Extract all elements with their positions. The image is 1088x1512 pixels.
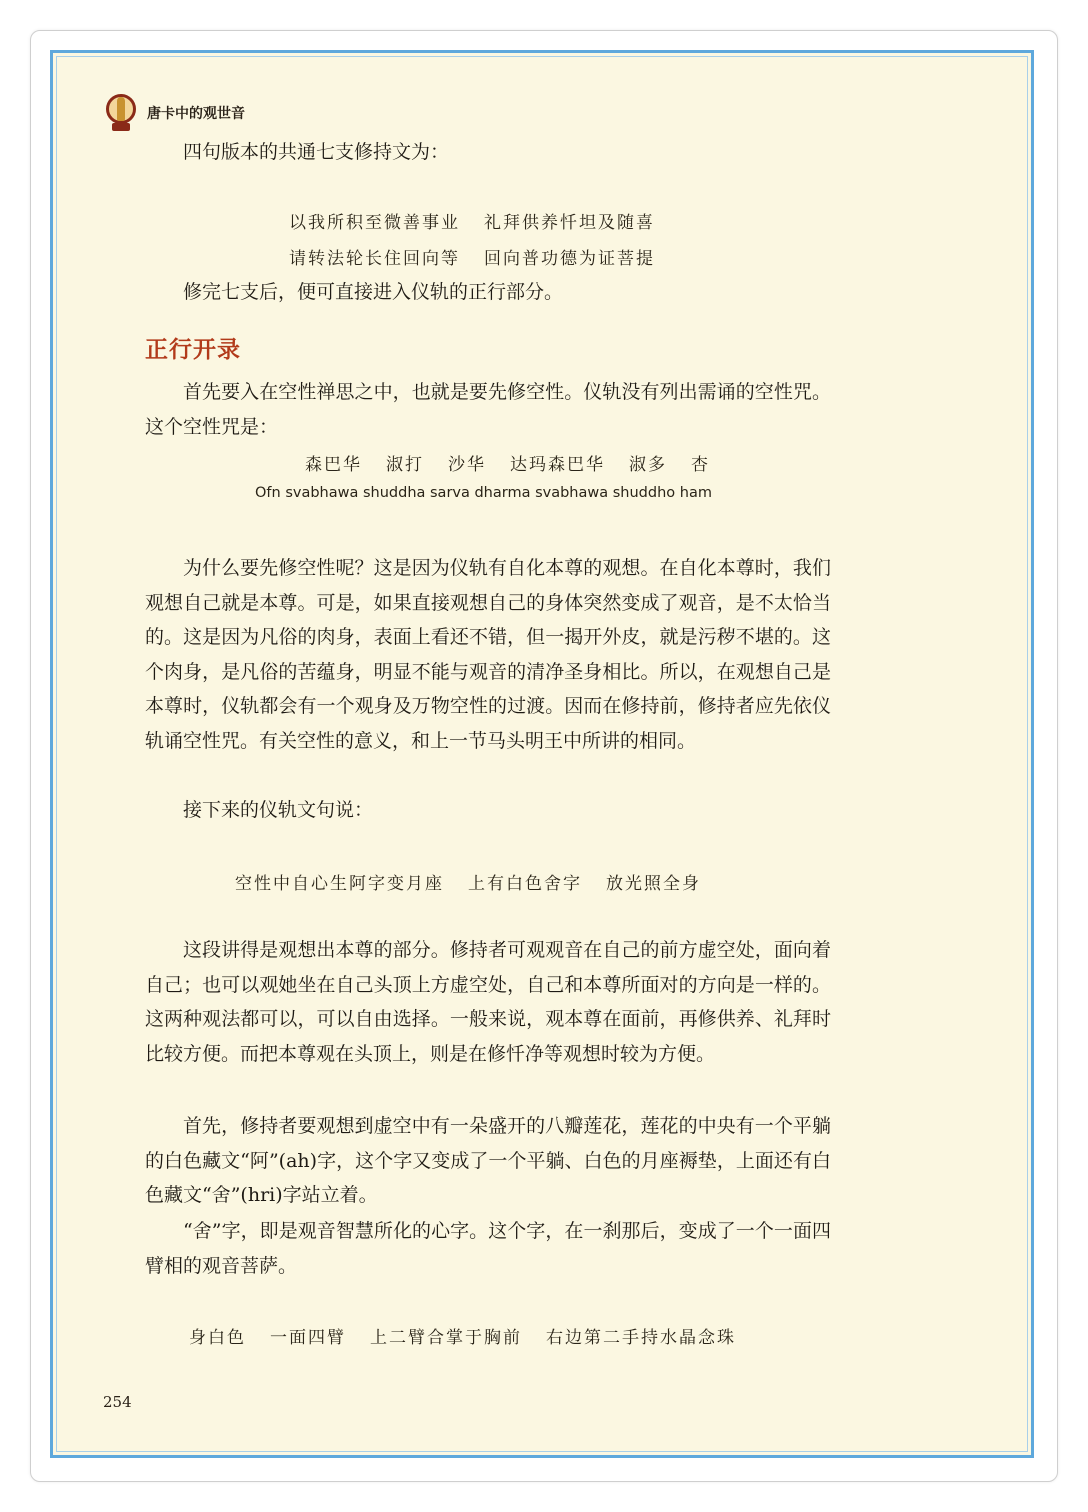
mantra-chinese: [305, 450, 710, 475]
paragraph-3: 接下来的仪轨文句说：: [183, 799, 374, 821]
verse-4-part-3: 上二臂合掌于胸前: [370, 1328, 522, 1348]
verse-line-4: [189, 1323, 736, 1348]
mantra-syllable-3: 沙华: [448, 455, 486, 475]
verse-3-part-3: 放光照全身: [606, 874, 701, 894]
mantra-transliteration: Ofn svabhawa shuddha sarva dharma svabhawa shuddho ham: [255, 485, 712, 501]
running-header-title: 唐卡中的观世音: [147, 106, 245, 122]
verse-3-part-2: 上有白色舍字: [468, 874, 582, 894]
mantra-syllable-1: 森巴华: [305, 455, 362, 475]
verse-line-1: [289, 208, 655, 233]
verse-line-3: [235, 869, 701, 894]
mantra-syllable-5: 淑多: [629, 455, 667, 475]
verse-4-part-4: 右边第二手持水晶念珠: [546, 1328, 736, 1348]
paragraph-6: “舍”字，即是观音智慧所化的心字。这个字，在一刹那后，变成了一个一面四臂相的观音菩萨。: [145, 1220, 831, 1277]
paragraph-5: 首先，修持者要观想到虚空中有一朵盛开的八瓣莲花，莲花的中央有一个平躺的白色藏文“阿”(ah)字，这个字又变成了一个平躺、白色的月座褥垫，上面还有白色藏文“舍”(hri)字站立着。: [145, 1115, 831, 1206]
section-heading: 正行开录: [145, 337, 241, 363]
mantra-syllable-6: 杏: [691, 455, 710, 475]
book-page: [50, 50, 1034, 1458]
verse-2-part-1: 请转法轮长住回向等: [289, 249, 460, 269]
mantra-syllable-4: 达玛森巴华: [510, 455, 605, 475]
running-header: [105, 91, 245, 135]
avalokiteshvara-logo-icon: [105, 92, 139, 134]
verse-4-part-2: 一面四臂: [270, 1328, 346, 1348]
verse-4-part-1: 身白色: [189, 1328, 246, 1348]
verse-3-part-1: 空性中自心生阿字变月座: [235, 874, 444, 894]
intro-line-2: 修完七支后，便可直接进入仪轨的正行部分。: [183, 281, 564, 303]
mantra-syllable-2: 淑打: [386, 455, 424, 475]
verse-1-part-2: 礼拜供养忏坦及随喜: [484, 213, 655, 233]
paragraph-4: 这段讲得是观想出本尊的部分。修持者可观观音在自己的前方虚空处，面向着自己；也可以观她坐在自己头顶上方虚空处，自己和本尊所面对的方向是一样的。这两种观法都可以，可以自由选择。一般来说，观本尊在面前，再修供养、礼拜时比较方便。而把本尊观在头顶上，则是在修忏净等观想时较为方便。: [145, 939, 831, 1065]
verse-1-part-1: 以我所积至微善事业: [289, 213, 460, 233]
verse-line-2: [289, 244, 655, 269]
page-number: 254: [103, 1393, 132, 1411]
intro-line-1: 四句版本的共通七支修持文为：: [183, 141, 450, 163]
paragraph-2: 为什么要先修空性呢？这是因为仪轨有自化本尊的观想。在自化本尊时，我们观想自己就是本尊。可是，如果直接观想自己的身体突然变成了观音，是不太恰当的。这是因为凡俗的肉身，表面上看还不错，但一揭开外皮，就是污秽不堪的。这个肉身，是凡俗的苦蕴身，明显不能与观音的清净圣身相比。所以，在观想自己是本尊时，仪轨都会有一个观身及万物空性的过渡。因而在修持前，修持者应先依仪轨诵空性咒。有关空性的意义，和上一节马头明王中所讲的相同。: [145, 557, 831, 752]
verse-2-part-2: 回向普功德为证菩提: [484, 249, 655, 269]
paragraph-1: 首先要入在空性禅思之中，也就是要先修空性。仪轨没有列出需诵的空性咒。这个空性咒是：: [145, 381, 831, 438]
